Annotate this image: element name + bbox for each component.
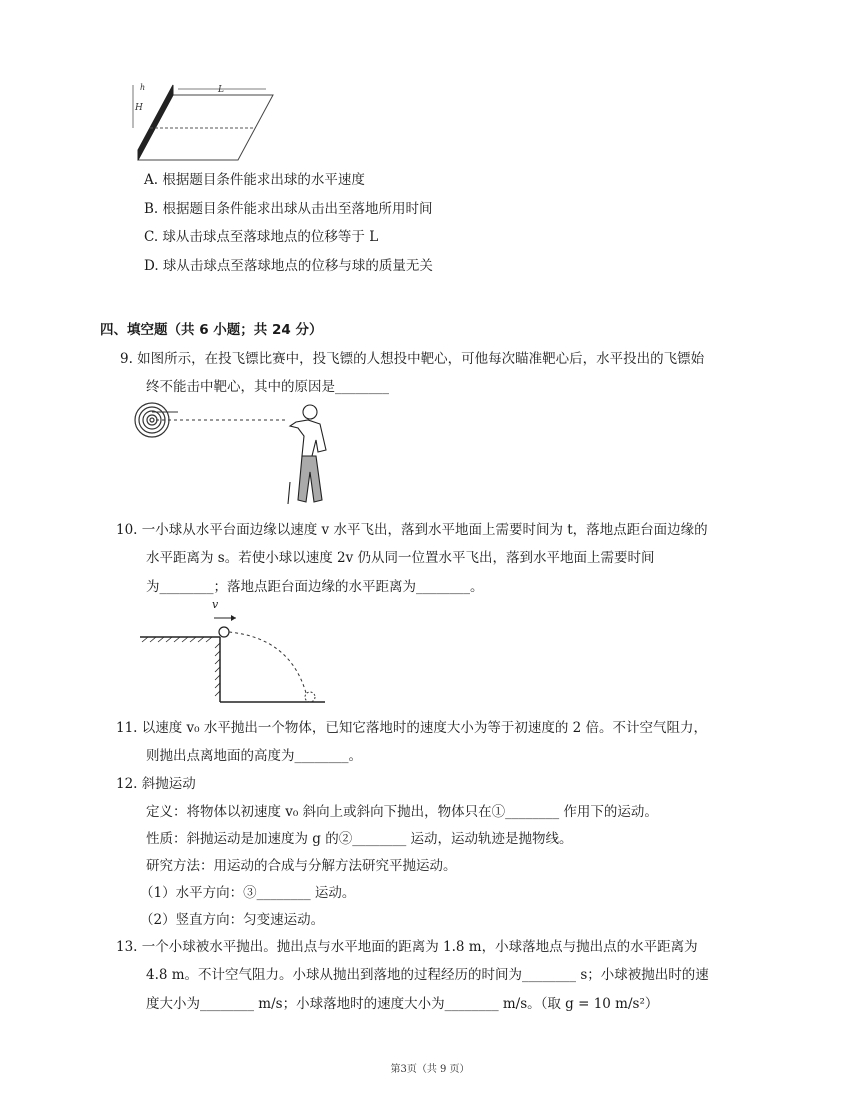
q9-line1: 9. 如图所示，在投飞镖比赛中，投飞镖的人想投中靶心，可他每次瞄准靶心后，水平投出的飞镖始 xyxy=(120,351,705,367)
q12-definition: 定义：将物体以初速度 v₀ 斜向上或斜向下抛出，物体只在①________ 作用下的运动。 xyxy=(146,804,658,820)
q13-line3: 度大小为________ m/s；小球落地时的速度大小为________ m/s。（取 g = 10 m/s²） xyxy=(146,996,659,1012)
page-footer: 第3页（共 9 页） xyxy=(390,1064,470,1075)
velocity-label: v xyxy=(212,598,219,611)
q12-method: 研究方法：用运动的合成与分解方法研究平抛运动。 xyxy=(146,858,457,874)
q10-line3: 为________；落地点距台面边缘的水平距离为________。 xyxy=(146,579,484,595)
q12-property: 性质：斜抛运动是加速度为 g 的②________ 运动，运动轨迹是抛物线。 xyxy=(146,831,573,847)
dart-figure xyxy=(130,400,360,510)
option-b: B. 根据题目条件能求出球从击出至落地所用时间 xyxy=(144,201,433,217)
q13-line2: 4.8 m。不计空气阻力。小球从抛出到落地的过程经历的时间为________ s；小球被抛出时的速 xyxy=(146,967,709,983)
section-title: 四、填空题（共 6 小题；共 24 分） xyxy=(100,322,323,338)
q10-line2: 水平距离为 s。若使小球以速度 2v 仍从同一位置水平飞出，落到水平地面上需要时间 xyxy=(146,550,655,566)
option-d: D. 球从击球点至落球地点的位移与球的质量无关 xyxy=(144,258,433,274)
tennis-court-figure xyxy=(128,80,278,166)
figure-label-h: h xyxy=(140,83,146,92)
q12-title: 12. 斜抛运动 xyxy=(116,776,196,792)
q11-line2: 则抛出点离地面的高度为________。 xyxy=(146,748,362,764)
q13-line1: 13. 一个小球被水平抛出。抛出点与水平地面的距离为 1.8 m，小球落地点与抛出点的水平距离为 xyxy=(116,939,698,955)
q11-line1: 11. 以速度 v₀ 水平抛出一个物体，已知它落地时的速度大小为等于初速度的 2 倍。不计空气阻力， xyxy=(116,720,708,736)
option-a: A. 根据题目条件能求出球的水平速度 xyxy=(144,172,365,188)
q12-horizontal: （1）水平方向：③________ 运动。 xyxy=(140,885,356,901)
figure-label-H: H xyxy=(135,103,143,113)
option-c: C. 球从击球点至落球地点的位移等于 L xyxy=(144,229,379,245)
q12-vertical: （2）竖直方向：匀变速运动。 xyxy=(140,912,325,928)
q10-line1: 10. 一小球从水平台面边缘以速度 v 水平飞出，落到水平地面上需要时间为 t，落地点距台面边缘的 xyxy=(116,522,708,538)
platform-figure xyxy=(140,598,330,708)
figure-label-L: L xyxy=(218,85,224,95)
q9-line2: 终不能击中靶心，其中的原因是________ xyxy=(146,379,389,395)
